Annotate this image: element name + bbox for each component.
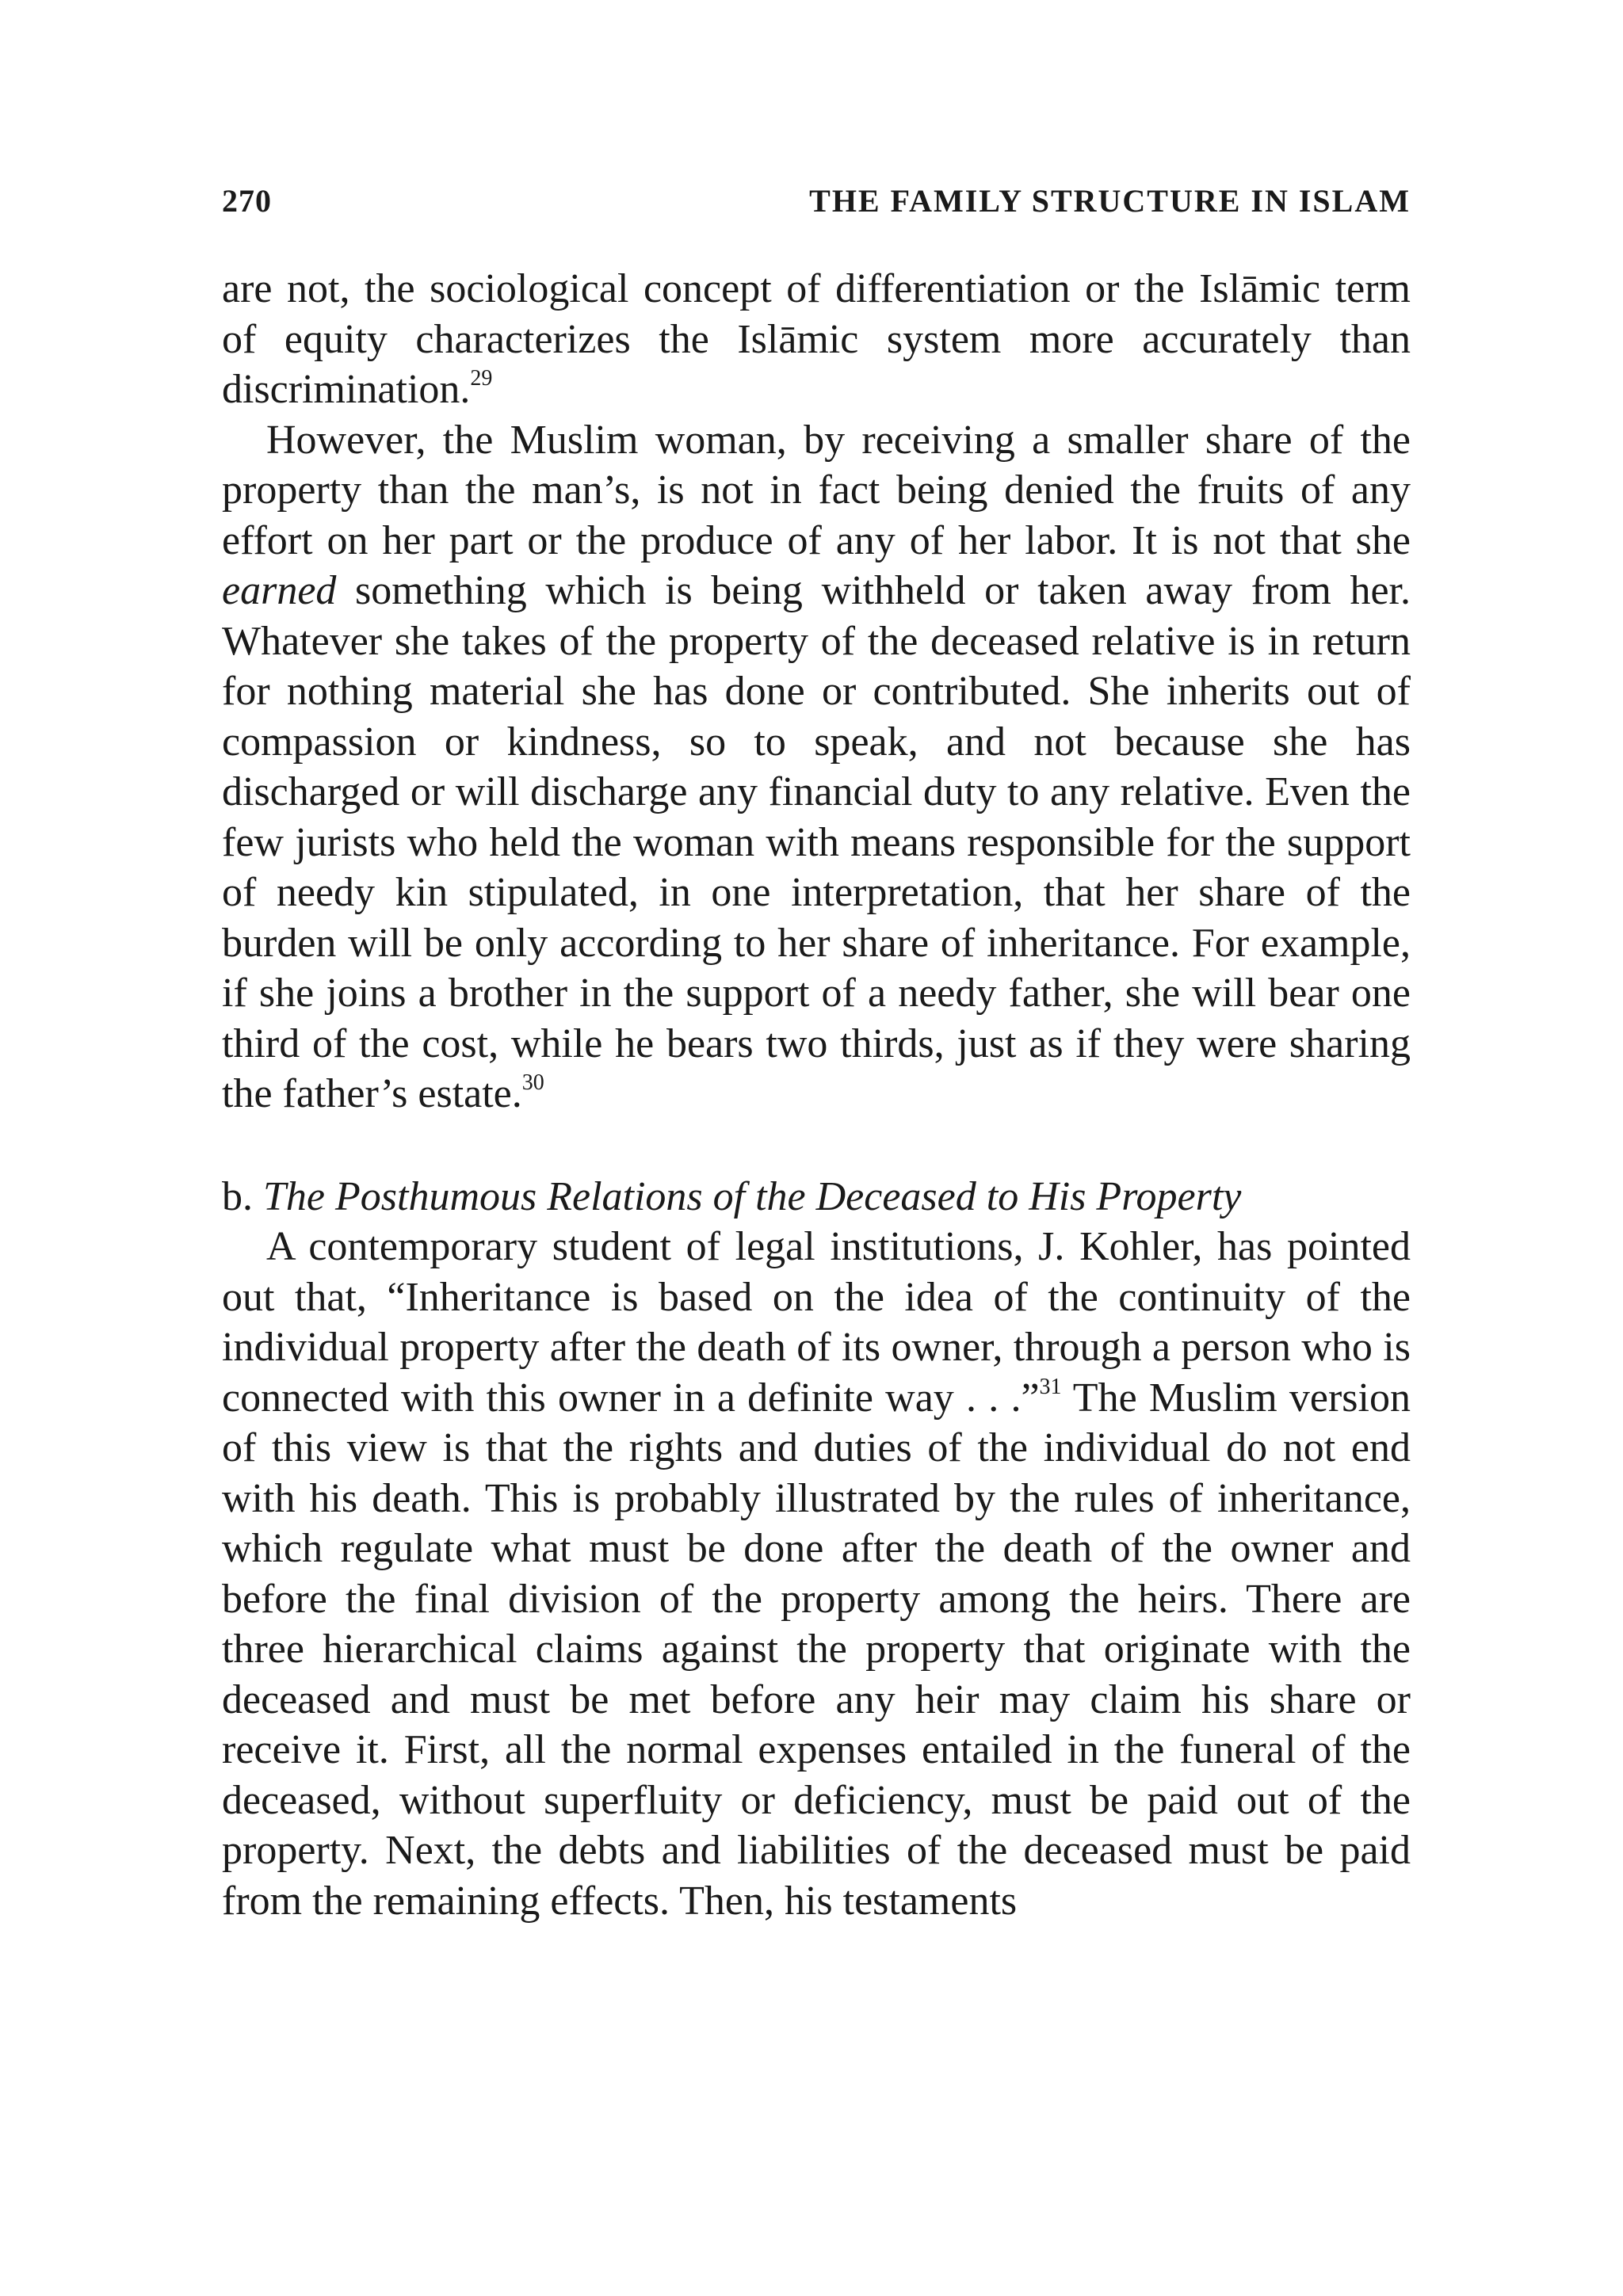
running-header bbox=[222, 182, 1411, 219]
paragraph-muslim-woman bbox=[222, 415, 1411, 1119]
page-number: 270 bbox=[222, 183, 272, 219]
paragraph-continued bbox=[222, 264, 1411, 415]
book-page bbox=[222, 182, 1411, 1926]
paragraph-kohler bbox=[222, 1222, 1411, 1926]
section-heading-b bbox=[222, 1172, 1411, 1222]
paragraph-3-text-a: A contemporary student of legal institutions, J. Kohler, has pointed out that, “Inheritance is based on the idea of the continuity of the individual property after the death of its owner, through a person who is connected with this owner in a definite way . . .” bbox=[222, 1224, 1411, 1421]
section-letter: b. bbox=[222, 1173, 253, 1219]
paragraph-2-text-a: However, the Muslim woman, by receiving a smaller share of the property than the man’s, is not in fact being denied the fruits of any effort on her part or the produce of any of her labor. It is not that she bbox=[222, 417, 1411, 563]
paragraph-2-text-b: something which is being withheld or taken away from her. Whatever she takes of the property of the deceased relative is in return for nothing material she has done or contributed. She inherits out of compassion or kindness, so to speak, and not because she has discharged or will discharge any financial duty to any relative. Even the few jurists who held the woman with means responsible for the support of needy kin stipulated, in one interpretation, that her share of the burden will be only according to her share of inheritance. For example, if she joins a brother in the support of a needy father, she will bear one third of the cost, while he bears two thirds, just as if they were sharing the father’s estate. bbox=[222, 568, 1411, 1116]
body-text bbox=[222, 264, 1411, 1926]
footnote-ref-31: 31 bbox=[1039, 1374, 1062, 1399]
footnote-ref-30: 30 bbox=[521, 1070, 544, 1095]
running-title: THE FAMILY STRUCTURE IN ISLAM bbox=[809, 183, 1411, 219]
italic-earned: earned bbox=[222, 568, 337, 613]
paragraph-1-text: are not, the sociological concept of differentiation or the Islāmic term of equity characterizes the Islāmic system more accurately than discrimination. bbox=[222, 266, 1411, 412]
paragraph-3-text-b: The Muslim version of this view is that the rights and duties of the individual do not end with his death. This is probably illustrated by the rules of inheritance, which regulate what must be done after the death of the owner and before the final division of the property among the heirs. There are three hierarchical claims against the property that originate with the deceased and must be met before any heir may claim his share or receive it. First, all the normal expenses entailed in the funeral of the deceased, without superfluity or deficiency, must be paid out of the property. Next, the debts and liabilities of the deceased must be paid from the remaining effects. Then, his testaments bbox=[222, 1375, 1411, 1924]
section-title: The Posthumous Relations of the Deceased to His Property bbox=[263, 1173, 1242, 1219]
footnote-ref-29: 29 bbox=[470, 366, 493, 391]
